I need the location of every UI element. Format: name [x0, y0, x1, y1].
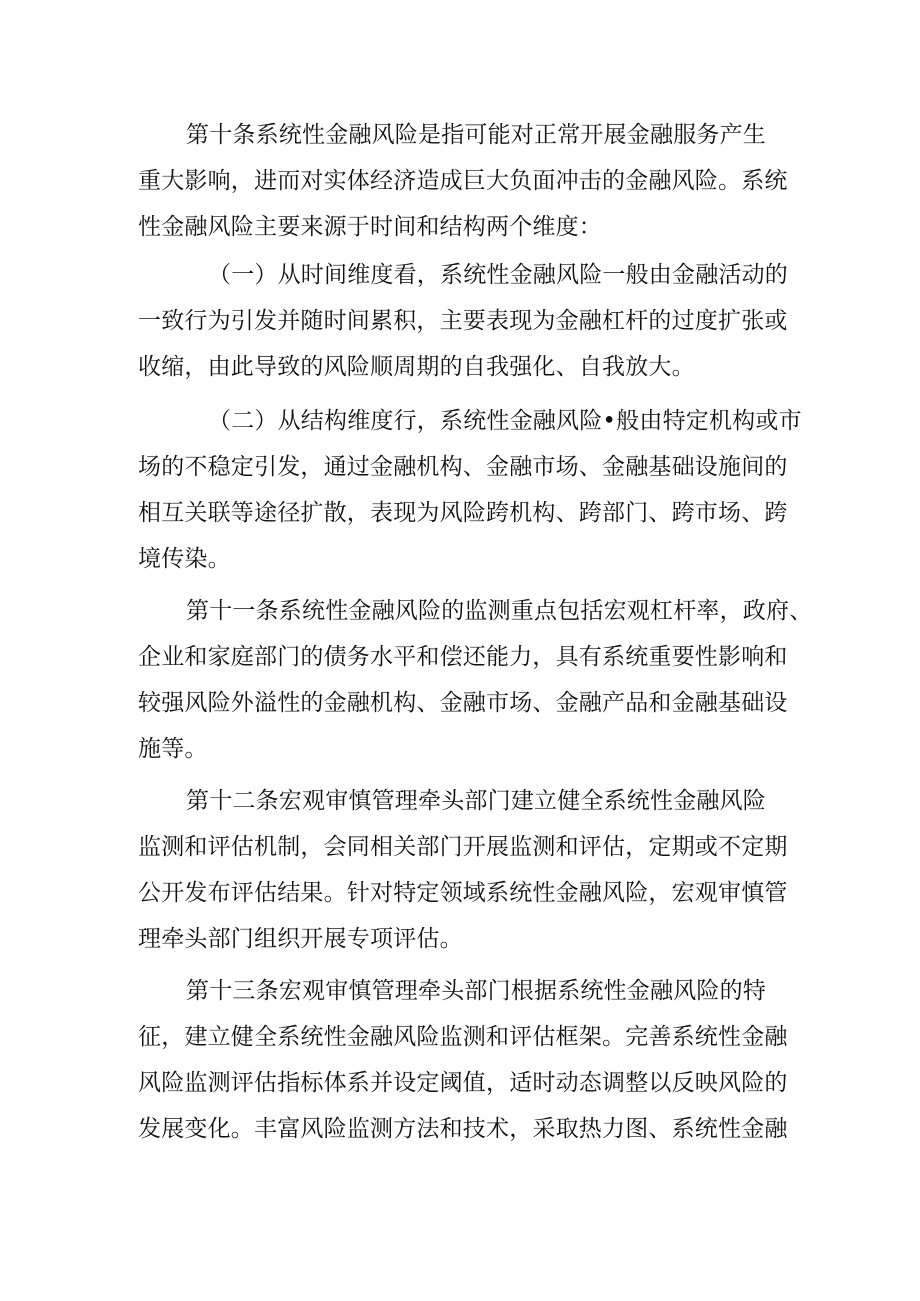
text-line: 场的不稳定引发，通过金融机构、金融市场、金融基础设施间的	[138, 454, 788, 480]
text-line: 第十二条宏观审慎管理牵头部门建立健全系统性金融风险	[186, 788, 766, 814]
text-line: 重大影响，进而对实体经济造成巨大负面冲击的金融风险。系统	[138, 168, 788, 194]
text-line: 风险监测评估指标体系并设定阈值，适时动态调整以反映风险的	[138, 1070, 788, 1096]
text-line: 第十三条宏观审慎管理牵头部门根据系统性金融风险的特	[186, 978, 766, 1004]
text-line: 第十一条系统性金融风险的监测重点包括宏观杠杆率，政府、	[186, 598, 813, 624]
text-line: 一致行为引发并随时间累积，主要表现为金融杠杆的过度扩张或	[138, 308, 788, 334]
text-line: （一）从时间维度看，系统性金融风险一般由金融活动的	[208, 262, 788, 288]
text-line: 公开发布评估结果。针对特定领域系统性金融风险，宏观审慎管	[138, 880, 788, 906]
text-line: 相互关联等途径扩散，表现为风险跨机构、跨部门、跨市场、跨	[138, 500, 788, 526]
text-line: 发展变化。丰富风险监测方法和技术，采取热力图、系统性金融	[138, 1116, 788, 1142]
text-line: 施等。	[138, 736, 208, 762]
text-line: 收缩，由此导致的风险顺周期的自我强化、自我放大。	[138, 354, 695, 380]
paragraph-article-12	[138, 778, 798, 962]
text-line: （二）从结构维度行，系统性金融风险•般由特定机构或市	[208, 408, 802, 434]
text-line: 企业和家庭部门的债务水平和偿还能力，具有系统重要性影响和	[138, 644, 788, 670]
paragraph-item-1	[138, 252, 798, 390]
paragraph-article-13	[138, 968, 798, 1152]
text-line: 监测和评估机制，会同相关部门开展监测和评估，定期或不定期	[138, 834, 788, 860]
paragraph-article-11	[138, 588, 813, 772]
text-line: 第十条系统性金融风险是指可能对正常开展金融服务产生	[186, 122, 766, 148]
text-line: 理牵头部门组织开展专项评估。	[138, 926, 463, 952]
text-line: 征，建立健全系统性金融风险监测和评估框架。完善系统性金融	[138, 1024, 788, 1050]
paragraph-article-10	[138, 112, 798, 250]
text-line: 性金融风险主要来源于时间和结构两个维度：	[138, 214, 602, 240]
text-line: 境传染。	[138, 546, 231, 572]
text-line: 较强风险外溢性的金融机构、金融市场、金融产品和金融基础设	[138, 690, 788, 716]
paragraph-item-2	[138, 398, 802, 582]
